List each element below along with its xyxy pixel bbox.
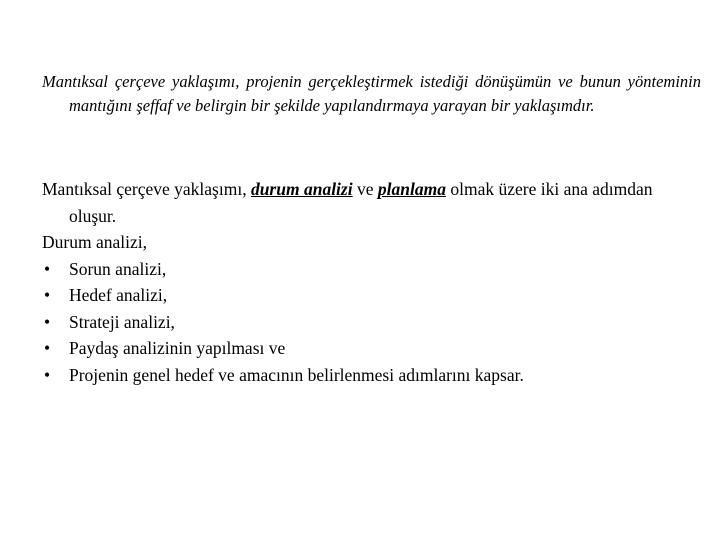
list-item bbox=[42, 362, 682, 389]
intro-paragraph: Mantıksal çerçeve yaklaşımı, projenin gerçekleştirmek istediği dönüşümün ve bunun yönteminin mantığını şeffaf ve belirgin bir şekilde yapılandırmaya yarayan bir yaklaşımdır. bbox=[42, 72, 701, 115]
list-item-text: Strateji analizi, bbox=[69, 311, 175, 332]
steps-text-middle: ve bbox=[352, 179, 378, 199]
bullet-icon: • bbox=[44, 285, 51, 305]
list-item-text: Paydaş analizinin yapılması ve bbox=[69, 338, 286, 358]
term-durum-analizi: durum analizi bbox=[250, 179, 353, 199]
list-item bbox=[42, 282, 682, 309]
list-item bbox=[42, 309, 682, 336]
content-body bbox=[42, 176, 682, 388]
term-planlama: planlama bbox=[377, 179, 446, 199]
list-item-text: Hedef analizi, bbox=[69, 285, 168, 305]
bullet-icon: • bbox=[44, 338, 51, 358]
list-item bbox=[42, 335, 682, 362]
bullet-icon: • bbox=[44, 258, 51, 279]
bullet-icon: • bbox=[44, 311, 51, 332]
list-item-text: Projenin genel hedef ve amacının belirlenmesi adımlarını kapsar. bbox=[69, 364, 524, 385]
bullet-icon: • bbox=[44, 364, 51, 385]
steps-text-after: olmak üzere iki ana adımdan oluşur. bbox=[69, 179, 653, 226]
analysis-heading: Durum analizi, bbox=[42, 232, 147, 252]
analysis-list bbox=[42, 256, 682, 389]
steps-paragraph bbox=[42, 176, 682, 229]
steps-text-before: Mantıksal çerçeve yaklaşımı, bbox=[42, 179, 251, 199]
list-item bbox=[42, 256, 682, 283]
list-item-text: Sorun analizi, bbox=[69, 258, 167, 279]
